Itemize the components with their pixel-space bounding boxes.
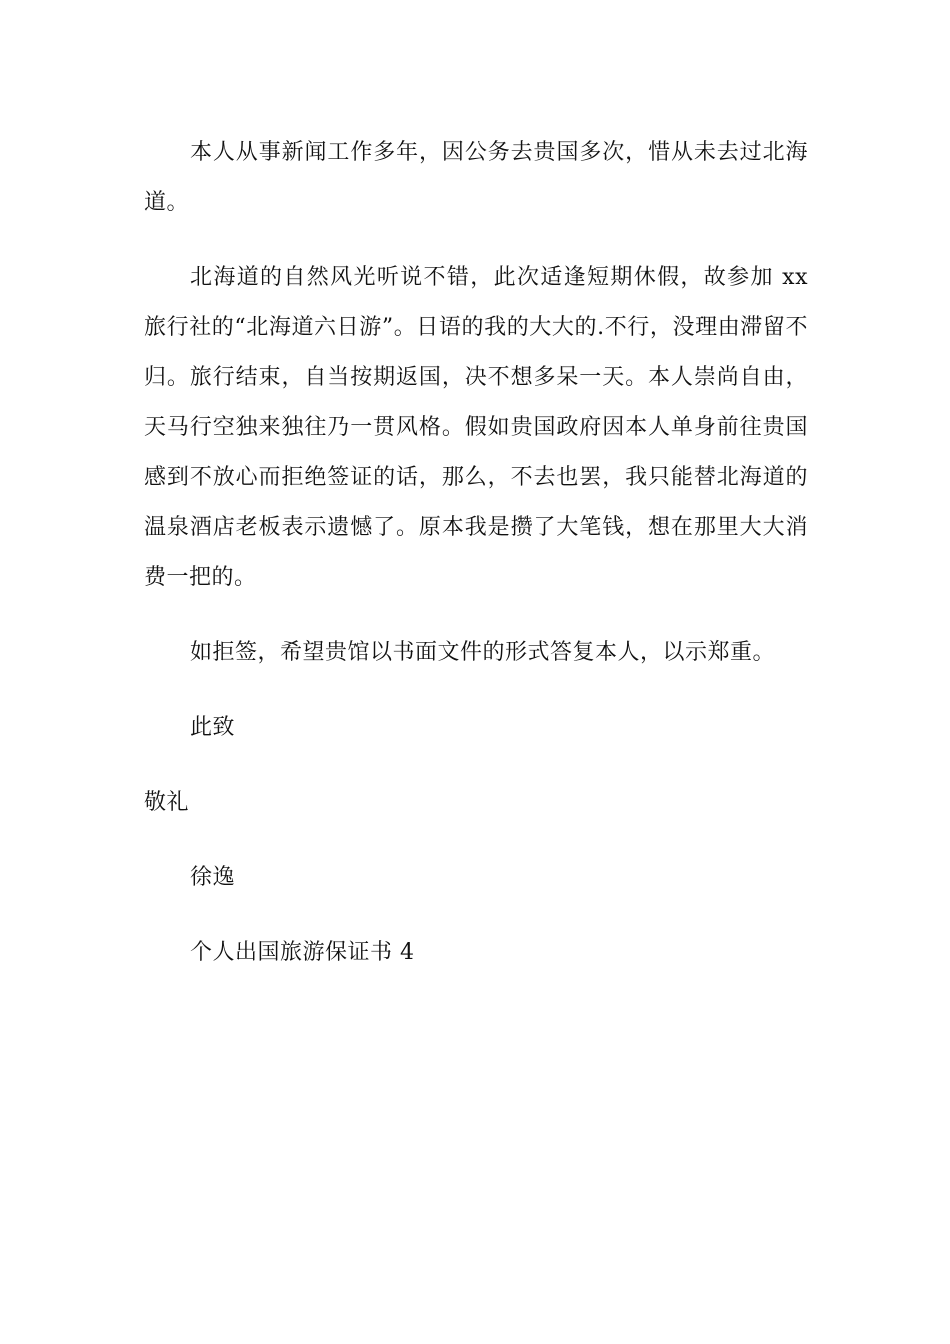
letter-body [144,128,808,1003]
paragraph-travel-plan: 北海道的自然风光听说不错，此次适逢短期休假，故参加 xx 旅行社的“北海道六日游”。日语的我的大大的.不行，没理由滞留不归。旅行结束，自当按期返国，决不想多呆一天。本人崇尚自由，天马行空独来独往乃一贯风格。假如贵国政府因本人单身前往贵国感到不放心而拒绝签证的话，那么，不去也罢，我只能替北海道的温泉酒店老板表示遗憾了。原本我是攒了大笔钱，想在那里大大消费一把的。 [144,265,808,590]
closing-phrase: 此致 [190,715,236,740]
section-heading: 个人出国旅游保证书 4 [190,940,415,965]
paragraph-intro: 本人从事新闻工作多年，因公务去贵国多次，惜从未去过北海道。 [144,140,808,215]
signature: 徐逸 [190,865,236,890]
paragraph-refusal-request: 如拒签，希望贵馆以书面文件的形式答复本人，以示郑重。 [190,640,776,665]
salutation: 敬礼 [144,790,190,815]
